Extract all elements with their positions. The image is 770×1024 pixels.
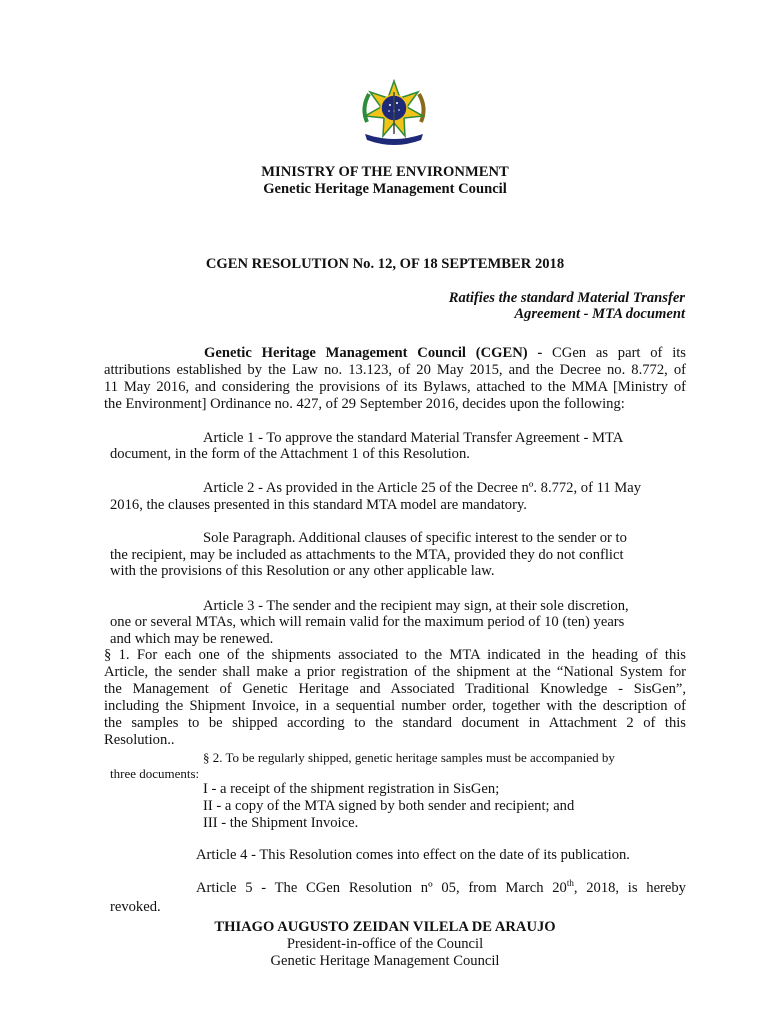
section-1-line-6: Resolution.. (104, 732, 175, 748)
article-5-line-2: revoked. (110, 899, 161, 915)
article-3-line-2: one or several MTAs, which will remain valid for the maximum period of 10 (ten) years (110, 614, 625, 630)
summary-line-1: Ratifies the standard Material Transfer (448, 290, 685, 306)
preamble-line-4: the Environment] Ordinance no. 427, of 29 September 2016, decides upon the following: (104, 396, 625, 412)
article-3-line-3: and which may be renewed. (110, 631, 274, 647)
signatory-council: Genetic Heritage Management Council (270, 953, 500, 969)
ministry-heading: MINISTRY OF THE ENVIRONMENT (261, 164, 509, 180)
preamble-line-1 (104, 345, 686, 362)
resolution-title: CGEN RESOLUTION No. 12, OF 18 SEPTEMBER 2018 (205, 256, 565, 272)
documents-list-item: III - the Shipment Invoice. (203, 815, 359, 831)
sole-paragraph-line-3: with the provisions of this Resolution or any other applicable law. (110, 563, 495, 579)
coat-of-arms-seal-icon (357, 78, 431, 148)
section-1-line-3: the Management of Genetic Heritage and Associated Traditional Knowledge - SisGen”, (104, 681, 686, 697)
article-5-text: Article 5 - The CGen Resolution nº 05, from March 20 (196, 880, 567, 896)
documents-list-item: II - a copy of the MTA signed by both sender and recipient; and (203, 798, 575, 814)
article-4: Article 4 - This Resolution comes into effect on the date of its publication. (196, 847, 630, 863)
signatory-role: President-in-office of the Council (286, 936, 484, 952)
council-heading: Genetic Heritage Management Council (263, 181, 507, 197)
section-1-paragraph (104, 647, 686, 749)
article-2-line-1: Article 2 - As provided in the Article 25 of the Decree nº. 8.772, of 11 May (203, 480, 642, 496)
preamble-line-3: 11 May 2016, and considering the provisions of its Bylaws, attached to the MMA [Ministry of (104, 379, 686, 395)
preamble-line-2: attributions established by the Law no. 13.123, of 20 May 2015, and the Decree no. 8.772, of (104, 362, 686, 378)
section-1-line-4: including the Shipment Invoice, in a sequential number order, together with the description of (104, 698, 686, 714)
preamble-line-1-rest: CGen as part of its (542, 345, 686, 361)
sole-paragraph-line-2: the recipient, may be included as attachments to the MTA, provided they do not conflict (110, 547, 624, 563)
documents-list-item: I - a receipt of the shipment registration in SisGen; (203, 781, 500, 797)
preamble-lead: Genetic Heritage Management Council (CGEN) - (204, 345, 543, 361)
article-1-line-2: document, in the form of the Attachment 1 of this Resolution. (110, 446, 470, 462)
article-3-line-1: Article 3 - The sender and the recipient may sign, at their sole discretion, (203, 598, 629, 614)
article-5-superscript: th (566, 878, 574, 889)
article-1-line-1: Article 1 - To approve the standard Material Transfer Agreement - MTA (203, 430, 624, 446)
sole-paragraph-line-1: Sole Paragraph. Additional clauses of specific interest to the sender or to (203, 530, 627, 546)
section-1-line-1: § 1. For each one of the shipments associated to the MTA indicated in the heading of this (104, 647, 686, 663)
preamble-paragraph (104, 345, 686, 413)
article-5-line-1 (196, 880, 686, 897)
section-2-line-1: § 2. To be regularly shipped, genetic heritage samples must be accompanied by (203, 750, 615, 765)
article-5-text-end: , 2018, is hereby (573, 880, 686, 896)
summary-line-2: Agreement - MTA document (514, 306, 685, 322)
section-1-line-5: the samples to be shipped according to the standard document in Attachment 2 of this (104, 715, 686, 731)
signatory-name: THIAGO AUGUSTO ZEIDAN VILELA DE ARAUJO (214, 919, 556, 935)
section-2-line-2: three documents: (110, 766, 200, 781)
section-1-line-2: Article, the sender shall make a prior registration of the shipment at the “National System for (104, 664, 686, 680)
article-2-line-2: 2016, the clauses presented in this standard MTA model are mandatory. (110, 497, 527, 513)
